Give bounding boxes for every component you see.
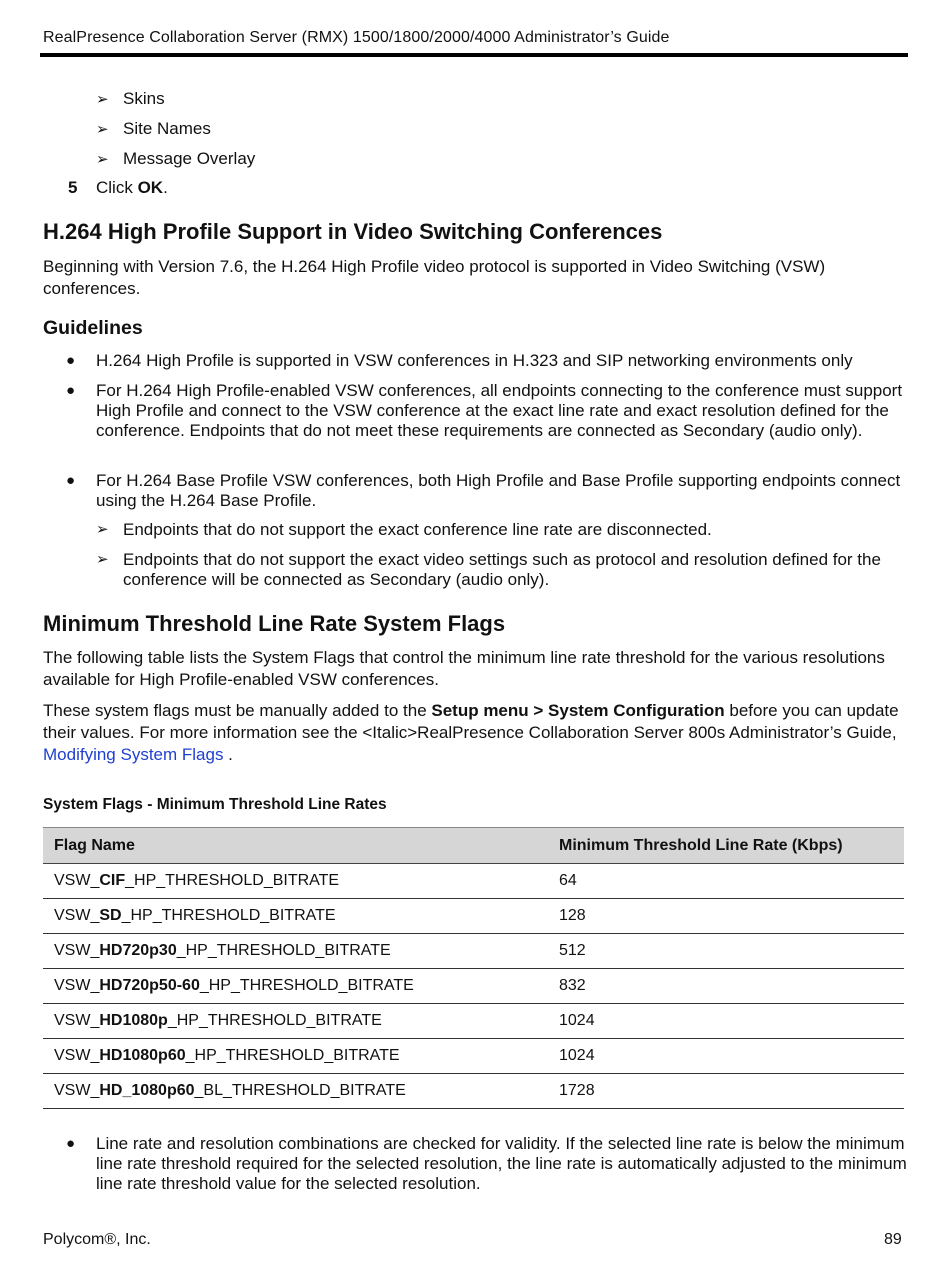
flag-resolution: HD720p50-60 [99,977,200,994]
bullet-text: For H.264 Base Profile VSW conferences, both High Profile and Base Profile supporting endpoints connect using the H.264 Base Profile. [96,471,901,510]
system-flags-table [43,827,904,1109]
sub-bullet-text: Endpoints that do not support the exact video settings such as protocol and resolution defined for the conference will be connected as Secondary (audio only). [123,550,881,589]
list-item-label: Site Names [123,119,211,138]
flag-suffix: _HP_THRESHOLD_BITRATE [176,942,391,959]
flag-suffix: _HP_THRESHOLD_BITRATE [125,872,340,889]
flag-suffix: _HP_THRESHOLD_BITRATE [121,907,336,924]
flag-resolution: SD [99,907,122,924]
bullet-item [66,381,906,441]
section-paragraph: The following table lists the System Flags that control the minimum line rate threshold for the various resolutions available for High Profile-enabled VSW conferences. [43,648,885,689]
flag-suffix: _BL_THRESHOLD_BITRATE [194,1082,406,1099]
list-item [96,149,255,169]
arrow-bullet-icon: ➢ [96,91,109,108]
table-caption: System Flags - Minimum Threshold Line Rates [43,796,387,813]
list-item [96,89,165,109]
bullet-dot-icon: ● [66,1135,76,1152]
list-item-label: Skins [123,89,165,108]
bullet-item [66,471,906,511]
para-text: before you can update their values. For more information see the <Italic>RealPresence Collaboration Server 800s Administrator’s Guide, [43,701,899,742]
section-heading-h264: H.264 High Profile Support in Video Switching Conferences [43,219,663,244]
page-header: RealPresence Collaboration Server (RMX) 1500/1800/2000/4000 Administrator’s Guide [43,29,670,46]
flag-resolution: CIF [99,872,126,889]
flag-prefix: VSW_ [54,942,100,959]
flag-prefix: VSW_ [54,907,100,924]
table-row [43,969,904,1004]
flag-prefix: VSW_ [54,1012,100,1029]
line-rate-cell: 128 [548,899,904,934]
table-row [43,899,904,934]
sub-bullet-text: Endpoints that do not support the exact conference line rate are disconnected. [123,520,712,539]
line-rate-cell: 832 [548,969,904,1004]
line-rate-cell: 1024 [548,1039,904,1074]
table-row [43,1004,904,1039]
bullet-text: Line rate and resolution combinations are checked for validity. If the selected line rate is below the minimum line rate threshold required for the selected resolution, the line rate is automatically adjusted to the minimum line rate threshold value for the selected resolution. [96,1134,907,1193]
flag-name-cell [43,1004,548,1039]
flag-name-cell [43,1039,548,1074]
flag-name-cell [43,899,548,934]
list-item-label: Message Overlay [123,149,256,168]
section-paragraph-setup [43,700,905,766]
line-rate-cell: 512 [548,934,904,969]
header-rule [40,53,908,57]
flag-suffix: _HP_THRESHOLD_BITRATE [185,1047,400,1064]
line-rate-cell: 64 [548,864,904,899]
section-heading-threshold: Minimum Threshold Line Rate System Flags [43,611,506,636]
step-text: Click [96,178,138,197]
table-row [43,1074,904,1109]
flag-resolution: HD1080p60 [99,1047,186,1064]
bullet-dot-icon: ● [66,472,76,489]
flag-prefix: VSW_ [54,977,100,994]
arrow-bullet-icon: ➢ [96,151,109,168]
flag-name-cell [43,1074,548,1109]
flag-suffix: _HP_THRESHOLD_BITRATE [199,977,414,994]
guidelines-heading: Guidelines [43,317,143,339]
footer-company: Polycom®, Inc. [43,1231,151,1248]
line-rate-cell: 1024 [548,1004,904,1039]
flag-resolution: HD720p30 [99,942,177,959]
flag-name-cell [43,934,548,969]
arrow-bullet-icon: ➢ [96,551,109,568]
section-intro: Beginning with Version 7.6, the H.264 High Profile video protocol is supported in Video Switching (VSW) conferences. [43,257,826,298]
bullet-text: For H.264 High Profile-enabled VSW conferences, all endpoints connecting to the conference must support High Profile and connect to the VSW conference at the exact line rate and exact resolution defined for the conference. Endpoints that do not meet these requirements are connected as Secondary (audio only). [96,381,903,440]
table-header-row [43,828,904,864]
table-row [43,934,904,969]
flag-suffix: _HP_THRESHOLD_BITRATE [167,1012,382,1029]
column-header-flag-name: Flag Name [43,828,548,864]
modifying-system-flags-link[interactable]: Modifying System Flags [43,745,224,764]
para-text: . [223,745,233,764]
bullet-dot-icon: ● [66,352,76,369]
flag-prefix: VSW_ [54,872,100,889]
line-rate-cell: 1728 [548,1074,904,1109]
step-text-end: . [163,178,168,197]
column-header-line-rate: Minimum Threshold Line Rate (Kbps) [548,828,904,864]
sub-bullet-item [96,550,908,590]
arrow-bullet-icon: ➢ [96,121,109,138]
flag-prefix: VSW_ [54,1082,100,1099]
setup-menu-path: Setup menu > System Configuration [431,701,725,720]
table-row [43,1039,904,1074]
flag-name-cell [43,969,548,1004]
table-row [43,864,904,899]
bullet-text: H.264 High Profile is supported in VSW conferences in H.323 and SIP networking environments only [96,351,853,370]
step-number: 5 [68,178,78,197]
flag-resolution: HD_1080p60 [99,1082,195,1099]
flag-prefix: VSW_ [54,1047,100,1064]
list-item [96,119,211,139]
para-text: These system flags must be manually added to the [43,701,432,720]
flag-name-cell [43,864,548,899]
bullet-dot-icon: ● [66,382,76,399]
arrow-bullet-icon: ➢ [96,521,109,538]
step-5 [68,178,168,198]
flag-resolution: HD1080p [99,1012,168,1029]
bullet-item [66,1134,908,1194]
page-number: 89 [884,1231,902,1248]
sub-bullet-item [96,520,908,540]
bullet-item [66,351,906,371]
step-ok-label: OK [137,178,164,197]
